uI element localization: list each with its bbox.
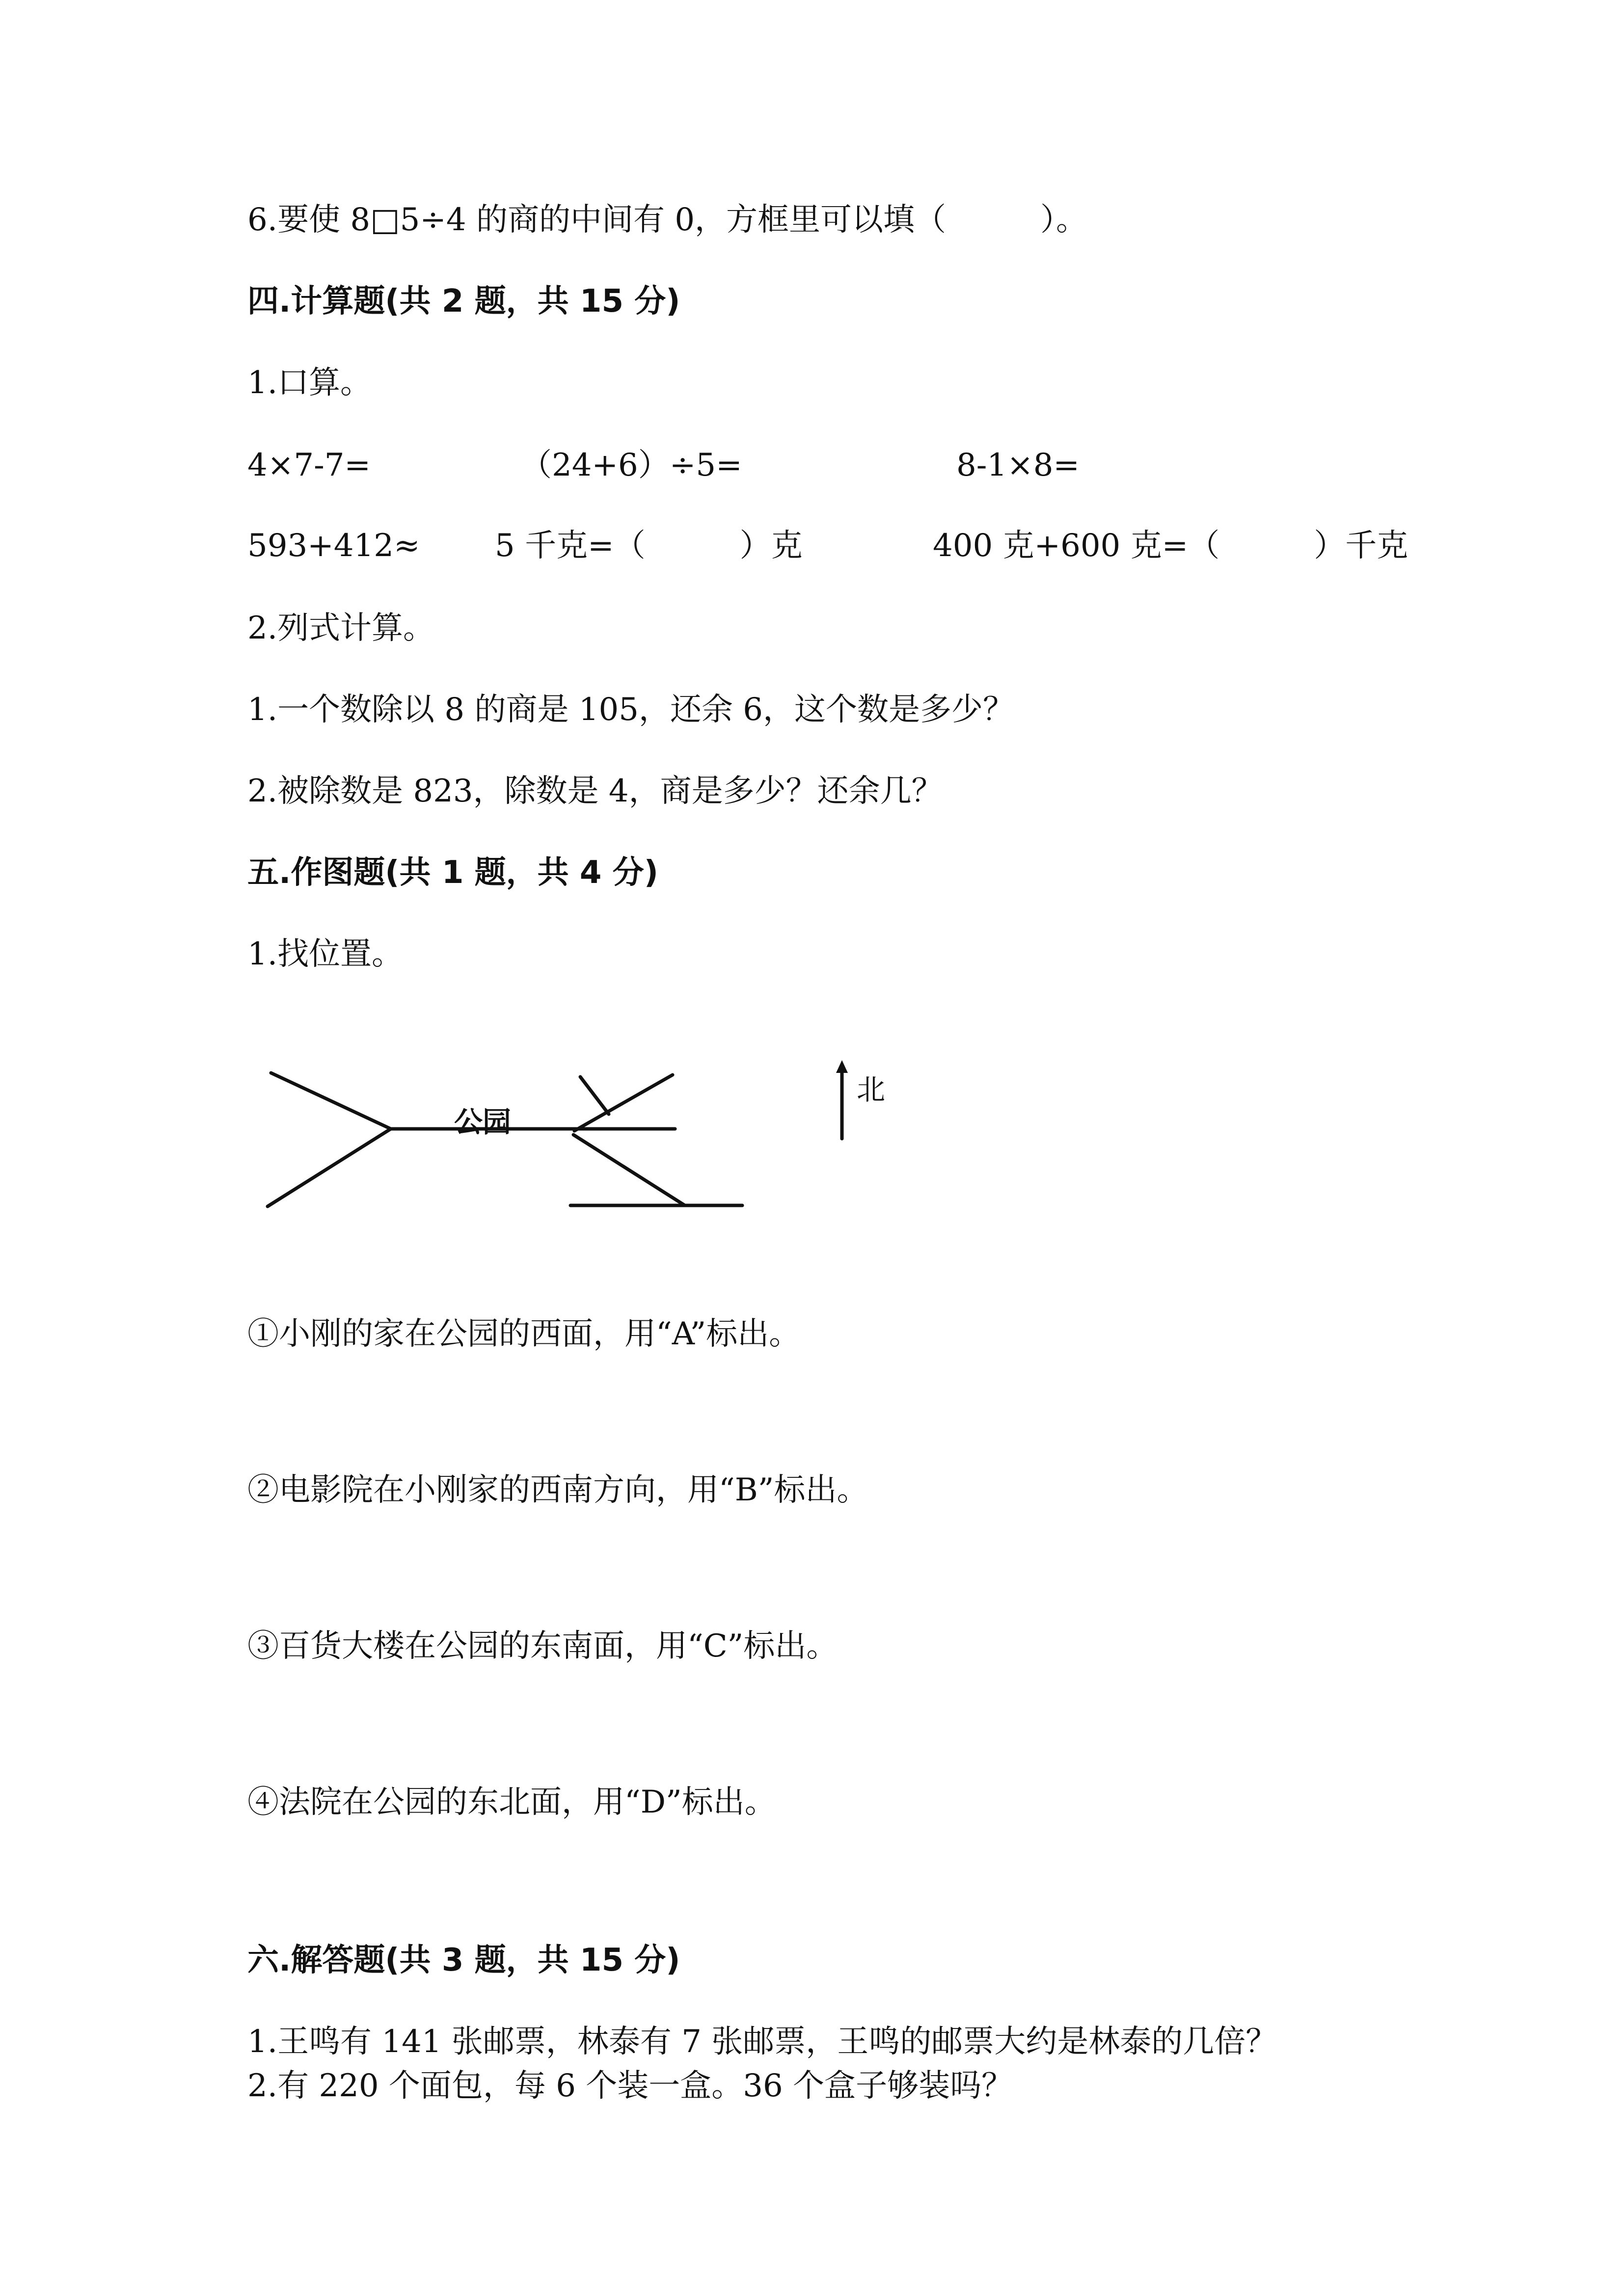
question-4-2-title: 2.列式计算。 bbox=[247, 610, 435, 646]
oral-calc-3: 8-1×8= bbox=[956, 447, 1080, 483]
question-6-item-1: 1.王鸣有 141 张邮票，林泰有 7 张邮票，王鸣的邮票大约是林泰的几倍？ bbox=[247, 2024, 1277, 2060]
north-arrow-head bbox=[836, 1060, 848, 1073]
section-6-heading: 六.解答题(共 3 题，共 15 分) bbox=[247, 1942, 680, 1978]
section-5-heading: 五.作图题(共 1 题，共 4 分) bbox=[247, 854, 658, 891]
section-4-heading: 四.计算题(共 2 题，共 15 分) bbox=[247, 283, 680, 320]
question-3-6: 6.要使 8□5÷4 的商的中间有 0，方框里可以填（ ）。 bbox=[247, 202, 1088, 238]
oral-calc-6: 400 克+600 克=（ ）千克 bbox=[933, 528, 1408, 564]
question-4-2-item-2: 2.被除数是 823，除数是 4，商是多少？还余几？ bbox=[247, 773, 943, 809]
north-label: 北 bbox=[857, 1073, 886, 1106]
question-5-item-1: ①小刚的家在公园的西面，用“A”标出。 bbox=[247, 1316, 801, 1352]
oral-calc-2: （24+6）÷5= bbox=[520, 447, 742, 483]
question-5-item-2: ②电影院在小刚家的西南方向，用“B”标出。 bbox=[247, 1472, 868, 1508]
road-east-upper bbox=[574, 1075, 673, 1131]
park-label: 公园 bbox=[454, 1105, 512, 1139]
oral-calc-4: 593+412≈ bbox=[247, 528, 420, 564]
question-6-item-2: 2.有 220 个面包，每 6 个装一盒。36 个盒子够装吗？ bbox=[247, 2068, 1013, 2104]
road-east-branch bbox=[580, 1077, 609, 1114]
oral-calc-5: 5 千克=（ ）克 bbox=[495, 528, 803, 564]
question-4-1-title: 1.口算。 bbox=[247, 365, 372, 401]
oral-calc-1: 4×7-7= bbox=[247, 447, 371, 483]
question-5-item-4: ④法院在公园的东北面，用“D”标出。 bbox=[247, 1784, 776, 1820]
road-west-upper bbox=[271, 1073, 391, 1129]
road-west-lower bbox=[268, 1129, 391, 1206]
question-4-2-item-1: 1.一个数除以 8 的商是 105，还余 6，这个数是多少？ bbox=[247, 692, 1015, 728]
question-5-1-title: 1.找位置。 bbox=[247, 936, 404, 972]
road-east-lower bbox=[573, 1135, 685, 1205]
question-5-item-3: ③百货大楼在公园的东南面，用“C”标出。 bbox=[247, 1628, 838, 1664]
